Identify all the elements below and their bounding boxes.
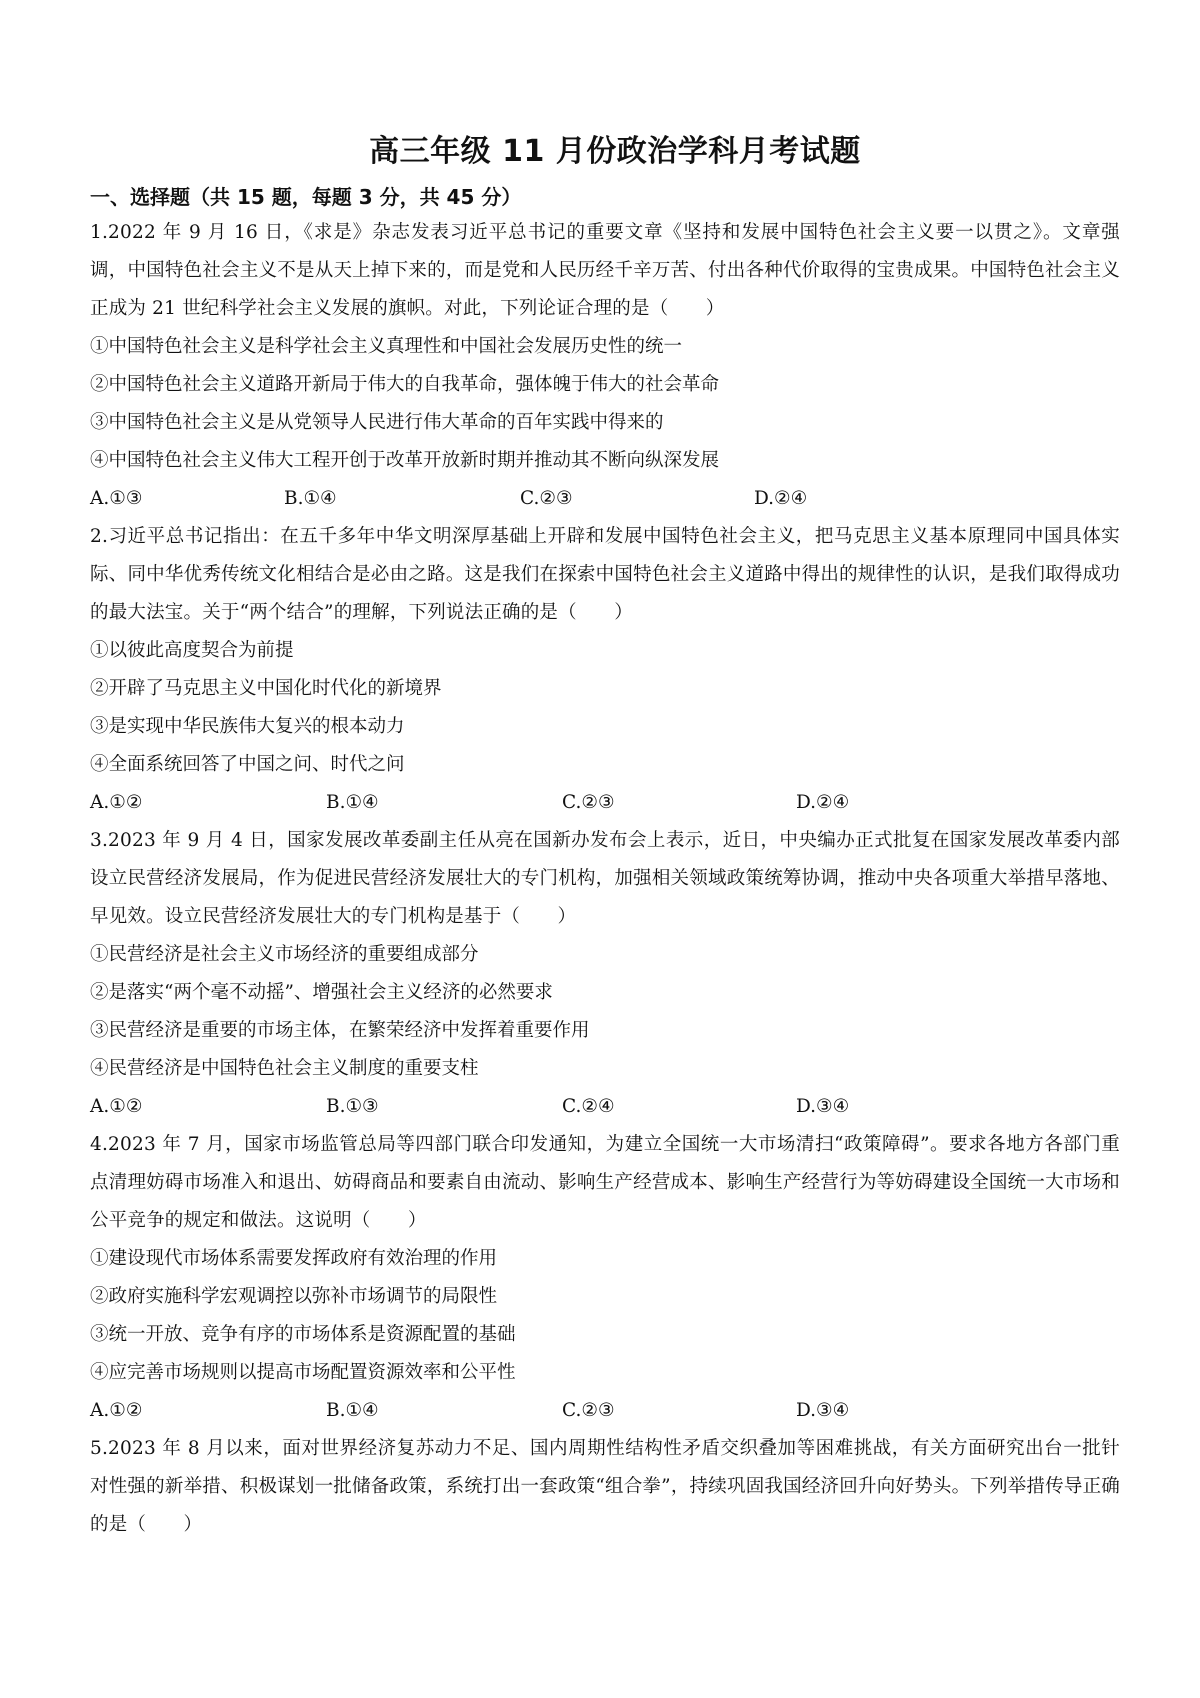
question-stem: 5.2023 年 8 月以来，面对世界经济复苏动力不足、国内周期性结构性矛盾交织叠加等困难挑战，有关方面研究出台一批针对性强的新举措、积极谋划一批储备政策，系统打出一套政策“组合拳”，持续巩固我国经济回升向好势头。下列举措传导正确的是（ ）	[90, 1438, 1120, 1535]
statement-option: ②政府实施科学宏观调控以弥补市场调节的局限性	[90, 1286, 498, 1307]
statement-option: ④全面系统回答了中国之问、时代之问	[90, 754, 405, 775]
section-heading: 一、选择题（共 15 题，每题 3 分，共 45 分）	[90, 185, 522, 209]
answer-choices	[90, 784, 1120, 822]
answer-choice: B.①④	[326, 1400, 379, 1421]
statement-option: ③是实现中华民族伟大复兴的根本动力	[90, 716, 405, 737]
question-1	[90, 214, 1120, 518]
answer-choice: A.①③	[90, 488, 143, 509]
answer-choice: D.③④	[796, 1096, 850, 1117]
answer-choice: A.①②	[90, 1096, 143, 1117]
answer-choice: B.①④	[326, 792, 379, 813]
answer-choice: D.③④	[796, 1400, 850, 1421]
answer-choice: A.①②	[90, 792, 143, 813]
statement-option: ③统一开放、竞争有序的市场体系是资源配置的基础	[90, 1324, 516, 1345]
answer-choice: B.①④	[284, 488, 337, 509]
statement-option: ①民营经济是社会主义市场经济的重要组成部分	[90, 944, 479, 965]
question-stem: 4.2023 年 7 月，国家市场监管总局等四部门联合印发通知，为建立全国统一大市场清扫“政策障碍”。要求各地方各部门重点清理妨碍市场准入和退出、妨碍商品和要素自由流动、影响生产经营成本、影响生产经营行为等妨碍建设全国统一大市场和公平竞争的规定和做法。这说明（ ）	[90, 1134, 1120, 1231]
statement-option: ①中国特色社会主义是科学社会主义真理性和中国社会发展历史性的统一	[90, 336, 683, 357]
answer-choice: B.①③	[326, 1096, 379, 1117]
statement-option: ④应完善市场规则以提高市场配置资源效率和公平性	[90, 1362, 516, 1383]
exam-page	[90, 132, 1120, 1544]
statement-option: ②中国特色社会主义道路开新局于伟大的自我革命，强体魄于伟大的社会革命	[90, 374, 720, 395]
question-stem: 1.2022 年 9 月 16 日，《求是》杂志发表习近平总书记的重要文章《坚持和发展中国特色社会主义要一以贯之》。文章强调，中国特色社会主义不是从天上掉下来的，而是党和人民历经千辛万苦、付出各种代价取得的宝贵成果。中国特色社会主义正成为 21 世纪科学社会主义发展的旗帜。对此，下列论证合理的是（ ）	[90, 222, 1120, 319]
answer-choices	[90, 480, 1120, 518]
answer-choices	[90, 1088, 1120, 1126]
page-title: 高三年级 11 月份政治学科月考试题	[369, 134, 861, 169]
question-3	[90, 822, 1120, 1126]
question-list	[90, 214, 1120, 1544]
question-5	[90, 1430, 1120, 1544]
statement-option: ②开辟了马克思主义中国化时代化的新境界	[90, 678, 442, 699]
statement-option: ①以彼此高度契合为前提	[90, 640, 294, 661]
answer-choice: D.②④	[796, 792, 850, 813]
statement-option: ④民营经济是中国特色社会主义制度的重要支柱	[90, 1058, 479, 1079]
question-2	[90, 518, 1120, 822]
answer-choice: C.②③	[562, 792, 615, 813]
question-4	[90, 1126, 1120, 1430]
answer-choices	[90, 1392, 1120, 1430]
answer-choice: C.②③	[562, 1400, 615, 1421]
question-stem: 2.习近平总书记指出：在五千多年中华文明深厚基础上开辟和发展中国特色社会主义，把马克思主义基本原理同中国具体实际、同中华优秀传统文化相结合是必由之路。这是我们在探索中国特色社会主义道路中得出的规律性的认识，是我们取得成功的最大法宝。关于“两个结合”的理解，下列说法正确的是（ ）	[90, 526, 1120, 623]
answer-choice: D.②④	[754, 488, 808, 509]
answer-choice: A.①②	[90, 1400, 143, 1421]
statement-option: ②是落实“两个毫不动摇”、增强社会主义经济的必然要求	[90, 982, 553, 1003]
statement-option: ④中国特色社会主义伟大工程开创于改革开放新时期并推动其不断向纵深发展	[90, 450, 720, 471]
question-stem: 3.2023 年 9 月 4 日，国家发展改革委副主任从亮在国新办发布会上表示，近日，中央编办正式批复在国家发展改革委内部设立民营经济发展局，作为促进民营经济发展壮大的专门机构，加强相关领域政策统筹协调，推动中央各项重大举措早落地、早见效。设立民营经济发展壮大的专门机构是基于（ ）	[90, 830, 1120, 927]
statement-option: ①建设现代市场体系需要发挥政府有效治理的作用	[90, 1248, 498, 1269]
answer-choice: C.②④	[562, 1096, 615, 1117]
statement-option: ③中国特色社会主义是从党领导人民进行伟大革命的百年实践中得来的	[90, 412, 664, 433]
statement-option: ③民营经济是重要的市场主体，在繁荣经济中发挥着重要作用	[90, 1020, 590, 1041]
answer-choice: C.②③	[520, 488, 573, 509]
